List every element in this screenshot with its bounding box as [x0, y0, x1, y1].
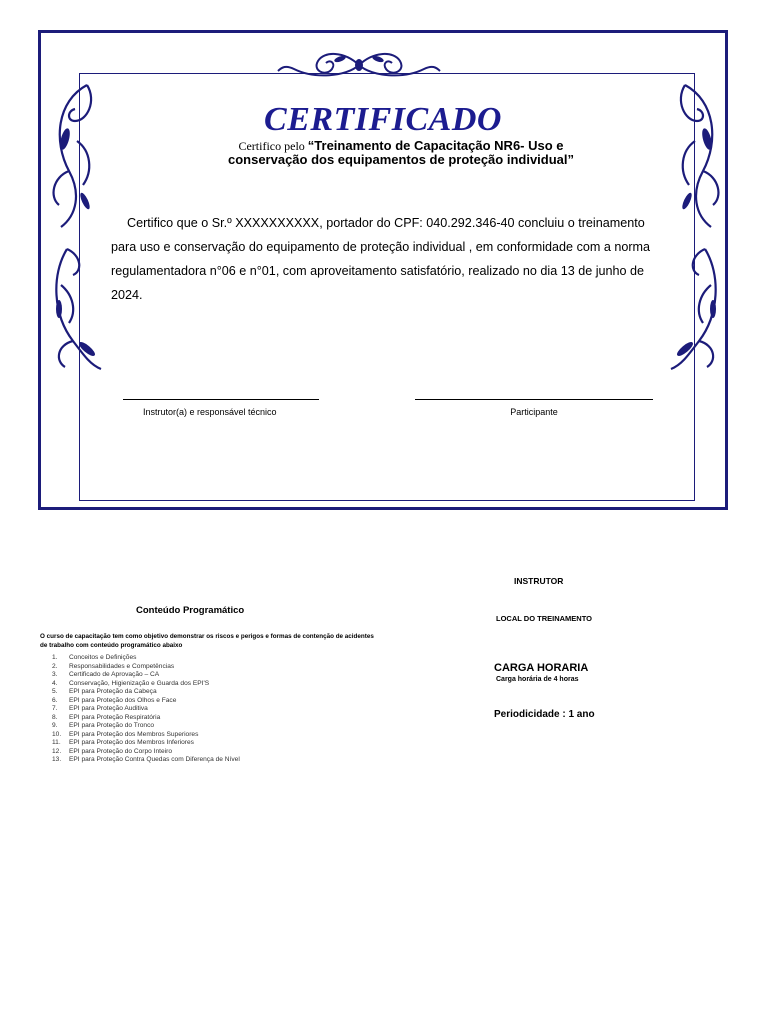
- list-item-text: Responsabilidades e Competências: [69, 662, 175, 670]
- list-item: [52, 756, 240, 765]
- list-item-text: EPI para Proteção do Corpo Inteiro: [69, 747, 172, 755]
- list-item-number: 1.: [52, 654, 58, 661]
- hours-label: CARGA HORARIA: [494, 662, 589, 674]
- list-item-number: 9.: [52, 722, 58, 729]
- list-item-text: Certificado de Aprovação – CA: [69, 671, 160, 678]
- list-item: [52, 663, 240, 672]
- list-item: [52, 731, 240, 740]
- list-item-text: EPI para Proteção Auditiva: [69, 705, 148, 712]
- program-intro: O curso de capacitação tem como objetivo demonstrar os riscos e perigos e formas de contenção de acidentes de trabalho com conteúdo programático abaixo: [40, 633, 374, 649]
- list-item: [52, 671, 240, 680]
- subtitle-lead: Certifico pelo: [238, 139, 308, 153]
- list-item: [52, 697, 240, 706]
- list-item: [52, 705, 240, 714]
- list-item-number: 12.: [52, 747, 62, 755]
- list-item-text: EPI para Proteção do Tronco: [69, 722, 155, 729]
- list-item-number: 4.: [52, 679, 58, 687]
- list-item: [52, 739, 240, 748]
- participant-signature: [415, 399, 653, 417]
- list-item-text: EPI para Proteção Contra Quedas com Diferença de Nível: [69, 756, 240, 763]
- certificate-body: [111, 211, 663, 307]
- signature-line: [123, 399, 319, 400]
- list-item-text: EPI para Proteção dos Membros Superiores: [69, 730, 199, 738]
- list-item: [52, 748, 240, 757]
- list-item-number: 13.: [52, 756, 62, 763]
- instructor-signature: [123, 399, 319, 417]
- list-item-text: EPI para Proteção da Cabeça: [69, 688, 157, 695]
- instructor-label: INSTRUTOR: [514, 576, 564, 586]
- periodicity: Periodicidade : 1 ano: [494, 709, 595, 720]
- list-item-number: 7.: [52, 705, 58, 712]
- list-item-number: 11.: [52, 739, 61, 746]
- list-item-text: Conceitos e Definições: [69, 654, 137, 661]
- list-item-number: 5.: [52, 688, 58, 695]
- list-item-text: EPI para Proteção dos Membros Inferiores: [69, 739, 194, 746]
- course-name: “Treinamento de Capacitação NR6- Uso e conservação dos equipamentos de proteção individual”: [227, 138, 575, 167]
- list-item-number: 2.: [52, 662, 58, 670]
- list-item: [52, 680, 240, 689]
- certificate-subtitle: [201, 139, 601, 167]
- list-item-number: 6.: [52, 696, 58, 704]
- location-label: LOCAL DO TREINAMENTO: [496, 614, 592, 623]
- instructor-signature-label: Instrutor(a) e responsável técnico: [143, 407, 277, 417]
- participant-signature-label: Participante: [510, 407, 558, 417]
- list-item: [52, 688, 240, 697]
- list-item-text: EPI para Proteção dos Olhos e Face: [69, 696, 177, 704]
- list-item-text: EPI para Proteção Respiratória: [69, 713, 161, 721]
- flourish-ornament-icon: [665, 245, 725, 375]
- list-item: [52, 714, 240, 723]
- list-item-number: 8.: [52, 713, 58, 721]
- list-item-number: 3.: [52, 671, 58, 678]
- signature-line: [415, 399, 653, 400]
- list-item-text: Conservação, Higienização e Guarda dos EPI'S: [69, 679, 210, 687]
- list-item-number: 10.: [52, 730, 62, 738]
- program-list: [52, 654, 240, 765]
- flourish-ornament-icon: [274, 47, 444, 83]
- program-title: Conteúdo Programático: [136, 605, 245, 616]
- certificate-title: CERTIFICADO: [264, 101, 502, 138]
- list-item: [52, 654, 240, 663]
- hours-value: Carga horária de 4 horas: [496, 676, 579, 683]
- list-item: [52, 722, 240, 731]
- certificate-statement: Certifico que o Sr.º XXXXXXXXXX, portador do CPF: 040.292.346-40 concluiu o treinamento para uso e conservação do equipamento de proteção individual , em conformidade com a norma regulamentadora n°06 e n°01, com aproveitamento satisfatório, realizado no dia 13 de junho de 2024.: [111, 216, 651, 302]
- flourish-ornament-icon: [47, 245, 107, 375]
- certificate-frame: [38, 30, 728, 510]
